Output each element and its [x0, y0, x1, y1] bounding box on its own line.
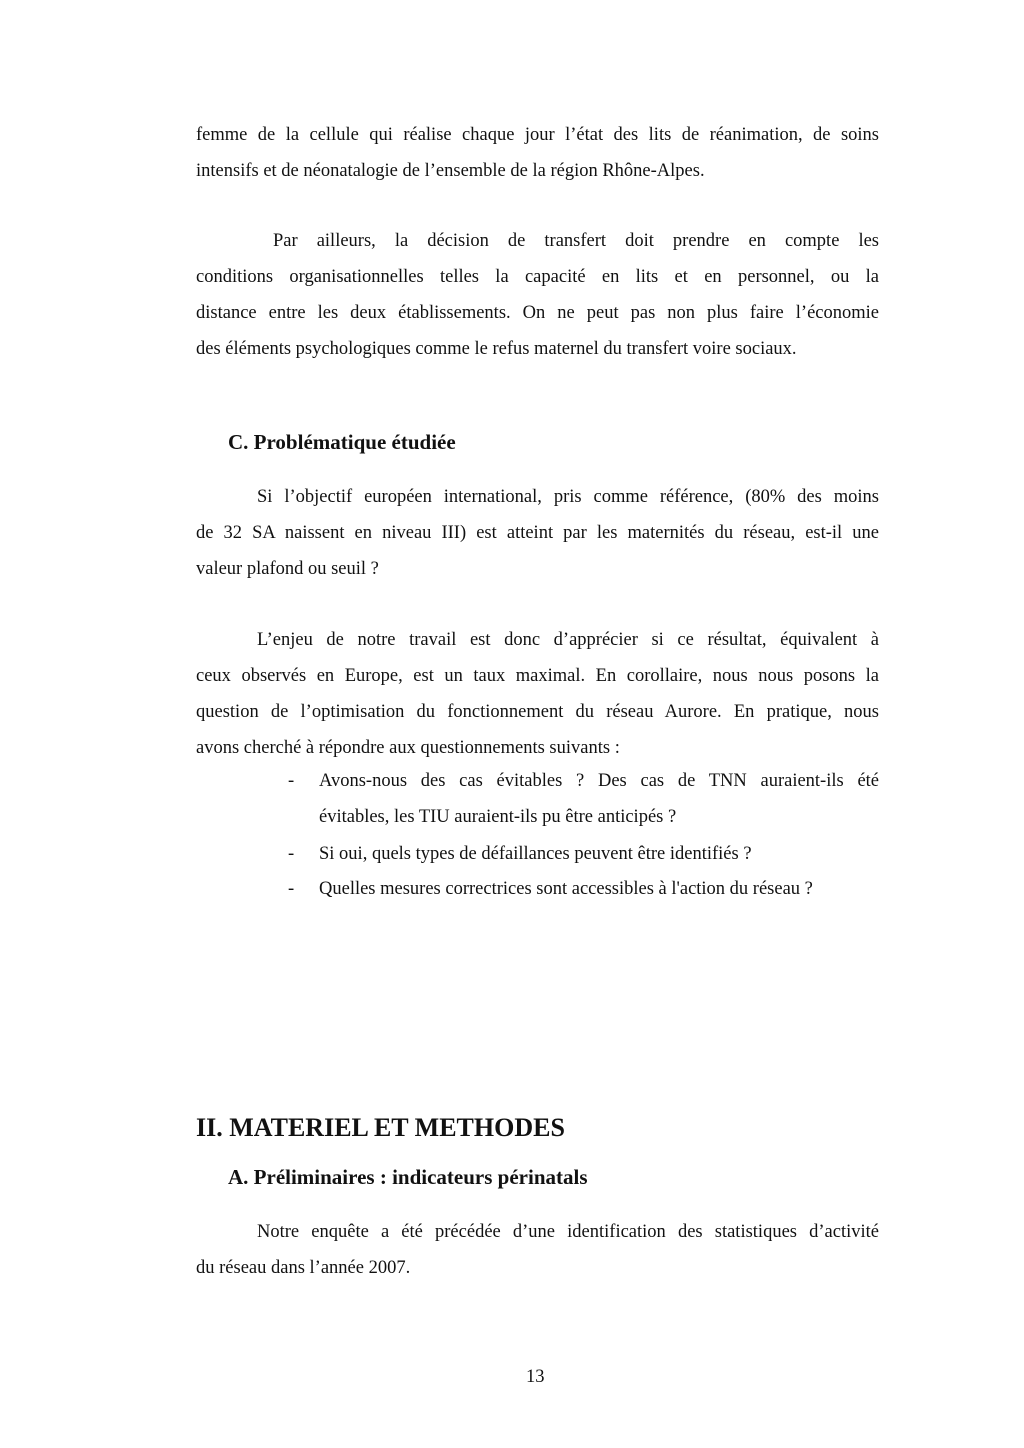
chapter-heading: II. MATERIEL ET METHODES: [196, 1113, 565, 1142]
text-line: des éléments psychologiques comme le refus maternel du transfert voire sociaux.: [196, 339, 797, 359]
text-line: Si l’objectif européen international, pris comme référence, (80% des moins: [257, 487, 879, 507]
text-line: évitables, les TIU auraient-ils pu être anticipés ?: [319, 807, 677, 827]
text-line: conditions organisationnelles telles la capacité en lits et en personnel, ou la: [196, 267, 879, 287]
text-line: distance entre les deux établissements. On ne peut pas non plus faire l’économie: [196, 303, 879, 323]
text-line: Par ailleurs, la décision de transfert doit prendre en compte les: [273, 231, 879, 251]
text-line: valeur plafond ou seuil ?: [196, 559, 379, 579]
text-line: du réseau dans l’année 2007.: [196, 1258, 411, 1278]
text-line: avons cherché à répondre aux questionnements suivants :: [196, 738, 620, 758]
text-line: question de l’optimisation du fonctionnement du réseau Aurore. En pratique, nous: [196, 702, 879, 722]
text-line: L’enjeu de notre travail est donc d’apprécier si ce résultat, équivalent à: [257, 630, 879, 650]
text-line: Si oui, quels types de défaillances peuvent être identifiés ?: [319, 844, 752, 864]
page-number: 13: [526, 1367, 545, 1387]
text-line: Quelles mesures correctrices sont accessibles à l'action du réseau ?: [319, 879, 813, 899]
section-heading-a: A. Préliminaires : indicateurs périnatals: [228, 1165, 588, 1189]
text-line: Avons-nous des cas évitables ? Des cas de TNN auraient-ils été: [319, 771, 879, 791]
bullet-dash: -: [288, 844, 295, 864]
text-line: femme de la cellule qui réalise chaque jour l’état des lits de réanimation, de soins: [196, 125, 879, 145]
text-line: de 32 SA naissent en niveau III) est atteint par les maternités du réseau, est-il une: [196, 523, 879, 543]
text-line: ceux observés en Europe, est un taux maximal. En corollaire, nous nous posons la: [196, 666, 879, 686]
bullet-dash: -: [288, 771, 295, 791]
section-heading-c: C. Problématique étudiée: [228, 430, 456, 454]
bullet-dash: -: [288, 879, 295, 899]
text-line: intensifs et de néonatalogie de l’ensemble de la région Rhône-Alpes.: [196, 161, 705, 181]
text-line: Notre enquête a été précédée d’une identification des statistiques d’activité: [257, 1222, 879, 1242]
